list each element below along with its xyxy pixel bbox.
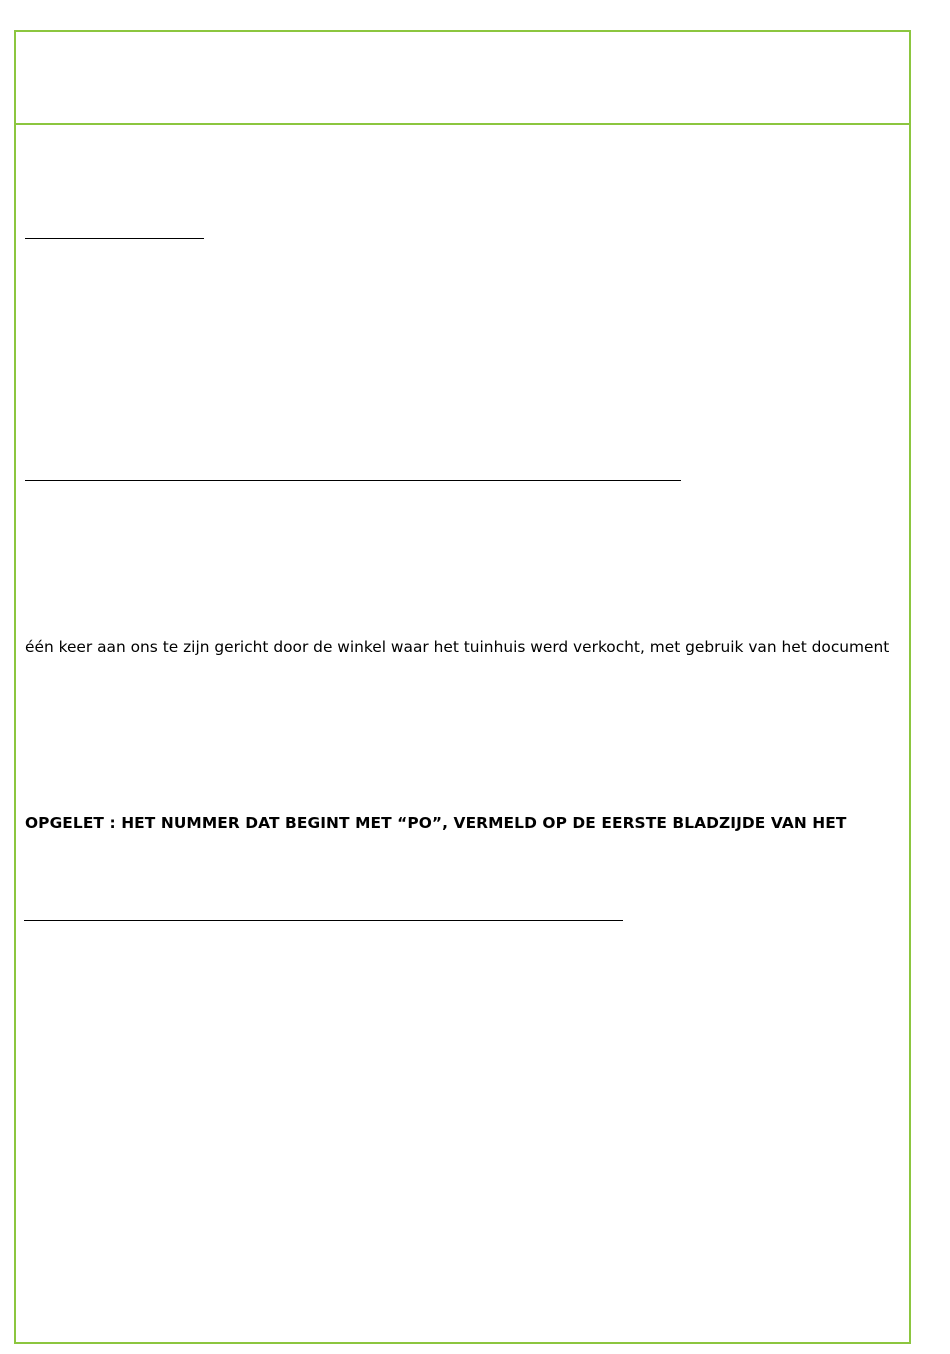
header-band <box>16 32 909 125</box>
page-frame <box>14 30 911 1344</box>
form-underline-short <box>25 238 204 239</box>
form-underline-long <box>25 480 681 481</box>
paragraph-text: één keer aan ons te zijn gericht door de winkel waar het tuinhuis werd verkocht, met gebruik van het document <box>25 638 890 656</box>
warning-text: OPGELET : HET NUMMER DAT BEGINT MET “PO”, VERMELD OP DE EERSTE BLADZIJDE VAN HET <box>25 814 847 832</box>
form-underline-medium <box>24 920 623 921</box>
